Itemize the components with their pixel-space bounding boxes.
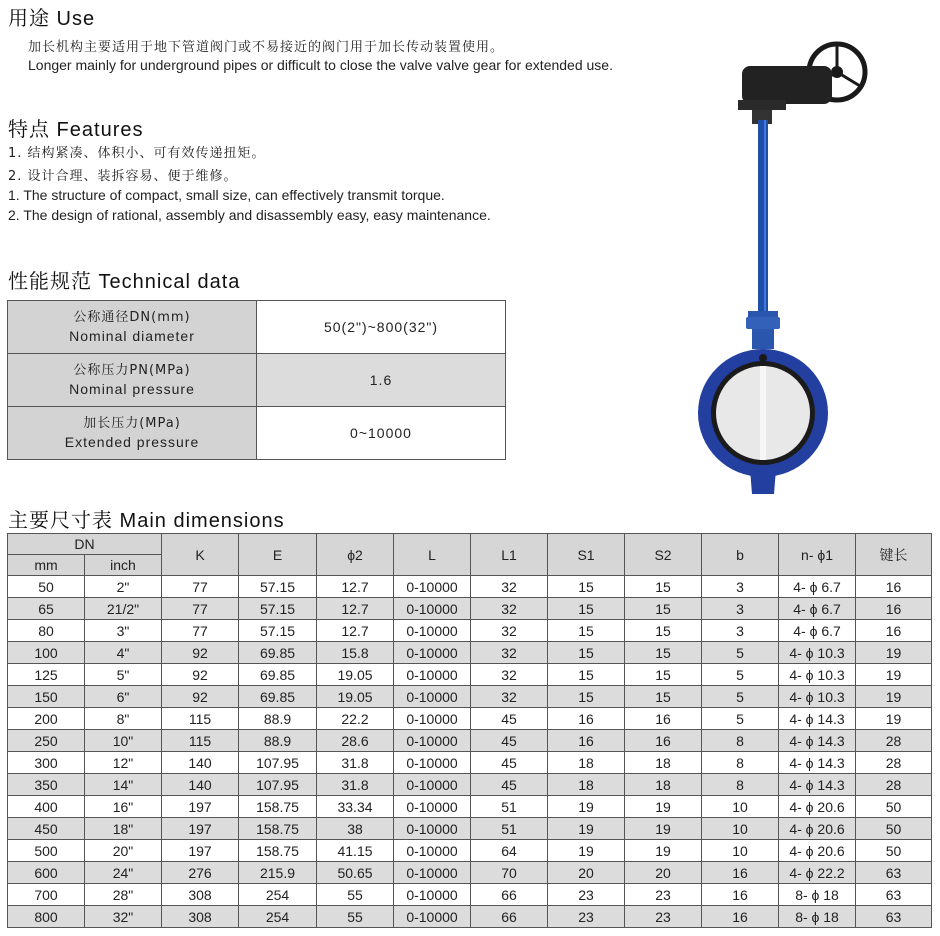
table-cell: 0-10000 (394, 598, 471, 620)
table-cell: 4- ϕ 6.7 (779, 576, 856, 598)
table-cell: 15 (625, 620, 702, 642)
table-cell: 57.15 (239, 598, 317, 620)
technical-label-cn: 加长压力(MPa) (83, 416, 181, 431)
table-cell: 15 (548, 686, 625, 708)
header-key-length: 键长 (856, 534, 932, 576)
table-cell: 18 (548, 774, 625, 796)
table-cell: 100 (8, 642, 85, 664)
table-cell: 5" (85, 664, 162, 686)
technical-row (8, 407, 506, 460)
table-cell: 3 (702, 598, 779, 620)
technical-label-en: Nominal pressure (69, 381, 195, 397)
table-row (8, 730, 932, 752)
feature-1-en: 1. The structure of compact, small size, can effectively transmit torque. (8, 187, 445, 203)
table-cell: 16" (85, 796, 162, 818)
technical-label-cn: 公称压力PN(MPa) (73, 363, 191, 378)
table-cell: 4- ϕ 10.3 (779, 664, 856, 686)
gearbox-icon (742, 66, 832, 104)
table-cell: 57.15 (239, 576, 317, 598)
table-cell: 19 (856, 686, 932, 708)
table-cell: 16 (625, 730, 702, 752)
table-cell: 16 (856, 598, 932, 620)
table-cell: 63 (856, 862, 932, 884)
table-cell: 500 (8, 840, 85, 862)
table-cell: 15 (548, 598, 625, 620)
table-cell: 31.8 (317, 774, 394, 796)
table-cell: 21/2" (85, 598, 162, 620)
header-k: K (162, 534, 239, 576)
table-cell: 3 (702, 620, 779, 642)
table-cell: 31.8 (317, 752, 394, 774)
table-cell: 18" (85, 818, 162, 840)
table-cell: 150 (8, 686, 85, 708)
table-cell: 16 (702, 862, 779, 884)
table-cell: 19 (625, 818, 702, 840)
technical-label (8, 354, 257, 407)
table-cell: 88.9 (239, 730, 317, 752)
table-cell: 15 (548, 642, 625, 664)
table-cell: 197 (162, 840, 239, 862)
technical-row (8, 301, 506, 354)
table-cell: 28 (856, 752, 932, 774)
table-cell: 19 (856, 642, 932, 664)
table-cell: 69.85 (239, 664, 317, 686)
table-cell: 254 (239, 906, 317, 928)
table-cell: 197 (162, 818, 239, 840)
table-cell: 10 (702, 796, 779, 818)
table-cell: 12" (85, 752, 162, 774)
table-cell: 15.8 (317, 642, 394, 664)
table-cell: 32 (471, 664, 548, 686)
table-cell: 32 (471, 598, 548, 620)
table-cell: 200 (8, 708, 85, 730)
table-cell: 41.15 (317, 840, 394, 862)
table-cell: 4- ϕ 6.7 (779, 620, 856, 642)
table-cell: 215.9 (239, 862, 317, 884)
table-cell: 450 (8, 818, 85, 840)
table-cell: 50 (856, 796, 932, 818)
features-heading: 特点 Features (8, 119, 144, 141)
table-cell: 33.34 (317, 796, 394, 818)
table-cell: 6" (85, 686, 162, 708)
table-cell: 700 (8, 884, 85, 906)
feature-2-en: 2. The design of rational, assembly and disassembly easy, easy maintenance. (8, 207, 491, 223)
table-row (8, 862, 932, 884)
table-cell: 8 (702, 774, 779, 796)
table-cell: 20" (85, 840, 162, 862)
table-cell: 23 (548, 884, 625, 906)
table-cell: 69.85 (239, 642, 317, 664)
table-cell: 158.75 (239, 840, 317, 862)
table-cell: 5 (702, 664, 779, 686)
table-cell: 15 (548, 664, 625, 686)
table-cell: 140 (162, 774, 239, 796)
table-cell: 0-10000 (394, 620, 471, 642)
technical-label-cn: 公称通径DN(mm) (73, 310, 191, 325)
table-row (8, 906, 932, 928)
table-cell: 4- ϕ 20.6 (779, 796, 856, 818)
header-mm: mm (8, 555, 85, 576)
table-cell: 0-10000 (394, 796, 471, 818)
table-cell: 14" (85, 774, 162, 796)
table-row (8, 818, 932, 840)
table-cell: 50 (856, 840, 932, 862)
use-description-en: Longer mainly for underground pipes or difficult to close the valve valve gear for extended use. (28, 57, 613, 73)
table-row (8, 774, 932, 796)
dimensions-table (7, 533, 932, 928)
table-cell: 32 (471, 686, 548, 708)
table-row (8, 708, 932, 730)
dimensions-heading: 主要尺寸表 Main dimensions (8, 510, 285, 532)
butterfly-valve-image (690, 28, 880, 498)
table-cell: 50.65 (317, 862, 394, 884)
table-cell: 8- ϕ 18 (779, 884, 856, 906)
table-cell: 0-10000 (394, 664, 471, 686)
technical-label (8, 407, 257, 460)
table-cell: 8 (702, 752, 779, 774)
table-cell: 20 (548, 862, 625, 884)
table-cell: 800 (8, 906, 85, 928)
technical-data-table (7, 300, 506, 460)
dimensions-body (8, 576, 932, 928)
table-cell: 51 (471, 796, 548, 818)
table-cell: 55 (317, 906, 394, 928)
table-cell: 0-10000 (394, 642, 471, 664)
table-cell: 15 (548, 620, 625, 642)
table-cell: 15 (548, 576, 625, 598)
table-row (8, 576, 932, 598)
table-cell: 16 (702, 906, 779, 928)
technical-value: 0~10000 (257, 407, 506, 460)
table-cell: 254 (239, 884, 317, 906)
table-cell: 158.75 (239, 796, 317, 818)
table-cell: 12.7 (317, 576, 394, 598)
table-cell: 308 (162, 884, 239, 906)
technical-label (8, 301, 257, 354)
table-cell: 5 (702, 642, 779, 664)
technical-heading: 性能规范 Technical data (8, 271, 241, 293)
table-cell: 107.95 (239, 752, 317, 774)
table-cell: 15 (625, 664, 702, 686)
feature-2-cn: 2. 设计合理、装拆容易、便于维修。 (8, 169, 238, 184)
table-cell: 4- ϕ 14.3 (779, 774, 856, 796)
table-cell: 45 (471, 752, 548, 774)
table-cell: 4- ϕ 14.3 (779, 708, 856, 730)
table-cell: 115 (162, 708, 239, 730)
extension-shaft (758, 120, 768, 316)
table-cell: 28 (856, 774, 932, 796)
table-cell: 15 (625, 598, 702, 620)
table-cell: 107.95 (239, 774, 317, 796)
table-cell: 50 (856, 818, 932, 840)
table-cell: 12.7 (317, 620, 394, 642)
table-cell: 28" (85, 884, 162, 906)
table-cell: 19 (548, 818, 625, 840)
table-cell: 92 (162, 642, 239, 664)
table-row (8, 796, 932, 818)
table-cell: 24" (85, 862, 162, 884)
technical-value: 50(2")~800(32") (257, 301, 506, 354)
table-cell: 77 (162, 620, 239, 642)
technical-label-en: Extended pressure (64, 434, 200, 450)
table-row (8, 598, 932, 620)
table-cell: 0-10000 (394, 818, 471, 840)
table-cell: 18 (625, 752, 702, 774)
table-cell: 23 (625, 884, 702, 906)
table-cell: 10 (702, 818, 779, 840)
header-e: E (239, 534, 317, 576)
table-cell: 57.15 (239, 620, 317, 642)
table-cell: 0-10000 (394, 752, 471, 774)
table-cell: 19 (625, 796, 702, 818)
table-cell: 3 (702, 576, 779, 598)
table-row (8, 620, 932, 642)
table-cell: 308 (162, 906, 239, 928)
table-cell: 18 (625, 774, 702, 796)
table-cell: 32 (471, 642, 548, 664)
table-cell: 19 (856, 664, 932, 686)
table-cell: 23 (548, 906, 625, 928)
table-cell: 45 (471, 730, 548, 752)
table-row (8, 840, 932, 862)
table-cell: 400 (8, 796, 85, 818)
table-cell: 19.05 (317, 686, 394, 708)
table-row (8, 752, 932, 774)
use-description-cn: 加长机构主要适用于地下管道阀门或不易接近的阀门用于加长传动装置使用。 (28, 40, 505, 55)
table-cell: 92 (162, 664, 239, 686)
table-cell: 197 (162, 796, 239, 818)
table-cell: 0-10000 (394, 730, 471, 752)
table-cell: 0-10000 (394, 840, 471, 862)
table-cell: 4- ϕ 14.3 (779, 730, 856, 752)
table-cell: 600 (8, 862, 85, 884)
table-row (8, 642, 932, 664)
table-cell: 63 (856, 884, 932, 906)
table-cell: 19 (548, 796, 625, 818)
header-n-phi1: n- ϕ1 (779, 534, 856, 576)
table-row (8, 884, 932, 906)
table-cell: 276 (162, 862, 239, 884)
table-cell: 77 (162, 598, 239, 620)
table-cell: 158.75 (239, 818, 317, 840)
table-cell: 4- ϕ 22.2 (779, 862, 856, 884)
table-cell: 15 (625, 642, 702, 664)
table-cell: 19.05 (317, 664, 394, 686)
table-cell: 19 (856, 708, 932, 730)
table-cell: 88.9 (239, 708, 317, 730)
table-cell: 92 (162, 686, 239, 708)
table-cell: 0-10000 (394, 774, 471, 796)
table-cell: 66 (471, 884, 548, 906)
header-phi2: ϕ2 (317, 534, 394, 576)
table-cell: 16 (548, 708, 625, 730)
table-cell: 23 (625, 906, 702, 928)
header-dn: DN (8, 534, 162, 555)
header-inch: inch (85, 555, 162, 576)
table-cell: 250 (8, 730, 85, 752)
table-cell: 4- ϕ 20.6 (779, 840, 856, 862)
table-cell: 140 (162, 752, 239, 774)
table-cell: 51 (471, 818, 548, 840)
technical-label-en: Nominal diameter (69, 328, 195, 344)
table-cell: 65 (8, 598, 85, 620)
table-cell: 38 (317, 818, 394, 840)
feature-1-cn: 1. 结构紧凑、体积小、可有效传递扭矩。 (8, 146, 266, 161)
table-cell: 10" (85, 730, 162, 752)
table-cell: 15 (625, 576, 702, 598)
table-cell: 5 (702, 708, 779, 730)
table-cell: 0-10000 (394, 906, 471, 928)
table-cell: 300 (8, 752, 85, 774)
table-cell: 22.2 (317, 708, 394, 730)
table-cell: 12.7 (317, 598, 394, 620)
table-cell: 16 (548, 730, 625, 752)
table-cell: 5 (702, 686, 779, 708)
table-cell: 16 (702, 884, 779, 906)
header-s1: S1 (548, 534, 625, 576)
use-heading: 用途 Use (8, 8, 96, 30)
table-cell: 16 (856, 576, 932, 598)
table-cell: 28.6 (317, 730, 394, 752)
technical-value: 1.6 (257, 354, 506, 407)
table-cell: 8 (702, 730, 779, 752)
table-cell: 125 (8, 664, 85, 686)
table-cell: 0-10000 (394, 576, 471, 598)
table-cell: 0-10000 (394, 862, 471, 884)
table-cell: 63 (856, 906, 932, 928)
table-cell: 50 (8, 576, 85, 598)
table-cell: 4- ϕ 6.7 (779, 598, 856, 620)
table-cell: 45 (471, 708, 548, 730)
header-l1: L1 (471, 534, 548, 576)
table-cell: 10 (702, 840, 779, 862)
table-row (8, 664, 932, 686)
table-cell: 16 (625, 708, 702, 730)
table-cell: 8- ϕ 18 (779, 906, 856, 928)
header-s2: S2 (625, 534, 702, 576)
table-cell: 16 (856, 620, 932, 642)
table-cell: 115 (162, 730, 239, 752)
table-cell: 4- ϕ 10.3 (779, 686, 856, 708)
table-cell: 2" (85, 576, 162, 598)
table-cell: 4- ϕ 14.3 (779, 752, 856, 774)
table-cell: 69.85 (239, 686, 317, 708)
table-cell: 80 (8, 620, 85, 642)
table-cell: 28 (856, 730, 932, 752)
technical-row (8, 354, 506, 407)
table-cell: 19 (548, 840, 625, 862)
table-cell: 32" (85, 906, 162, 928)
table-cell: 77 (162, 576, 239, 598)
table-cell: 45 (471, 774, 548, 796)
table-cell: 32 (471, 620, 548, 642)
table-cell: 66 (471, 906, 548, 928)
table-cell: 4- ϕ 10.3 (779, 642, 856, 664)
header-b: b (702, 534, 779, 576)
table-cell: 64 (471, 840, 548, 862)
table-cell: 350 (8, 774, 85, 796)
table-cell: 0-10000 (394, 708, 471, 730)
table-cell: 70 (471, 862, 548, 884)
table-cell: 55 (317, 884, 394, 906)
table-cell: 18 (548, 752, 625, 774)
table-cell: 3" (85, 620, 162, 642)
table-cell: 19 (625, 840, 702, 862)
table-cell: 4- ϕ 20.6 (779, 818, 856, 840)
table-cell: 8" (85, 708, 162, 730)
table-cell: 20 (625, 862, 702, 884)
table-cell: 0-10000 (394, 686, 471, 708)
table-cell: 32 (471, 576, 548, 598)
table-cell: 4" (85, 642, 162, 664)
table-cell: 0-10000 (394, 884, 471, 906)
header-l: L (394, 534, 471, 576)
table-cell: 15 (625, 686, 702, 708)
table-row (8, 686, 932, 708)
